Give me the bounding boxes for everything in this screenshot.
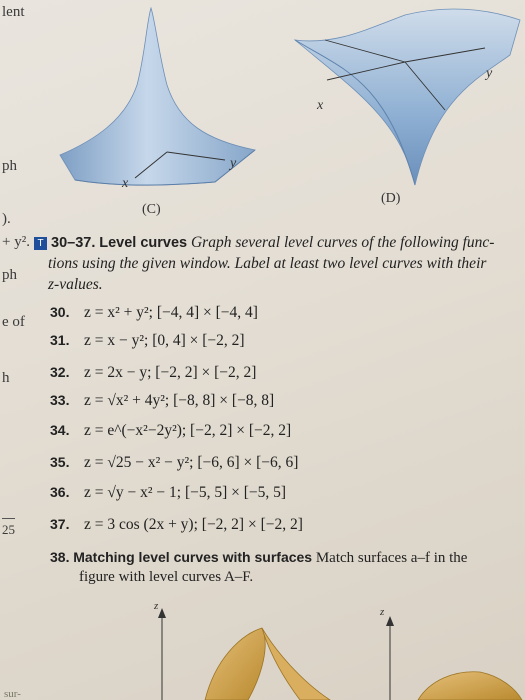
problem-number: 32. <box>50 364 70 380</box>
problem-expression: z = 2x − y; [−2, 2] × [−2, 2] <box>84 364 257 381</box>
problem-30 <box>50 304 258 322</box>
problem-number: 37. <box>50 516 70 532</box>
bottom-axis-z-2: z <box>380 606 385 618</box>
problem-number: 31. <box>50 332 70 348</box>
bottom-axis-z-1: z <box>154 600 159 612</box>
problem-34 <box>50 422 291 440</box>
problem-expression: z = x − y²; [0, 4] × [−2, 2] <box>84 332 245 349</box>
problem-38-line1 <box>50 549 467 567</box>
problem-expression: z = √y − x² − 1; [−5, 5] × [−5, 5] <box>84 484 287 501</box>
problem-expression: z = x² + y²; [−4, 4] × [−4, 4] <box>84 304 258 321</box>
surface-d-axis-x: x <box>317 98 324 113</box>
exercise-range: 30–37. <box>51 235 96 251</box>
problem-31 <box>50 332 245 350</box>
problem-35 <box>50 454 298 472</box>
figure-c-label: (C) <box>142 202 161 217</box>
surface-c-figure <box>55 0 275 200</box>
exercise-heading-line2 <box>48 254 486 274</box>
problem-38-line2 <box>79 569 253 586</box>
margin-text-2: ph <box>2 158 17 174</box>
problem-37 <box>50 516 303 534</box>
exercise-instruction-1: Graph several level curves of the following func- <box>190 234 495 251</box>
problem-expression: z = √x² + 4y²; [−8, 8] × [−8, 8] <box>84 392 275 409</box>
problem-32 <box>50 364 256 382</box>
margin-text-8: 25 <box>2 518 15 538</box>
problem-number: 33. <box>50 392 70 408</box>
problem-number: 36. <box>50 484 70 500</box>
problem-36 <box>50 484 286 502</box>
exercise-instruction-2: tions using the given window. Label at least two level curves with their <box>48 255 487 272</box>
margin-text-5: ph <box>2 267 17 283</box>
margin-text-9: sur- <box>4 688 21 700</box>
surface-d-axis-y: y <box>486 66 493 81</box>
bottom-surfaces-figure <box>0 600 525 700</box>
margin-text-6: e of <box>2 314 25 330</box>
technology-icon: T <box>34 237 47 250</box>
margin-text-1: lent <box>2 4 25 20</box>
problem-38-text-2: figure with level curves A–F. <box>79 569 254 585</box>
problem-38-text-1: Match surfaces a–f in the <box>315 550 468 566</box>
exercise-heading-line1 <box>34 233 494 253</box>
surface-c-axis-y: y <box>230 156 237 171</box>
problem-expression: z = √25 − x² − y²; [−6, 6] × [−6, 6] <box>84 454 299 471</box>
margin-text-4: + y². <box>2 234 30 250</box>
exercise-title: Level curves <box>99 235 188 251</box>
problem-expression: z = e^(−x²−2y²); [−2, 2] × [−2, 2] <box>84 422 292 439</box>
problem-33 <box>50 392 274 410</box>
margin-text-3: ). <box>2 211 11 227</box>
problem-number: 30. <box>50 304 70 320</box>
exercise-heading-line3 <box>48 275 103 295</box>
figure-d-label: (D) <box>381 191 401 206</box>
problem-expression: z = 3 cos (2x + y); [−2, 2] × [−2, 2] <box>84 516 303 533</box>
exercise-instruction-3: z-values. <box>48 276 103 293</box>
problem-number: 34. <box>50 422 70 438</box>
problem-number: 35. <box>50 454 70 470</box>
problem-38-title: Matching level curves with surfaces <box>73 549 313 565</box>
surface-c-axis-x: x <box>122 176 129 191</box>
problem-38-number: 38. <box>50 549 70 565</box>
margin-text-7: h <box>2 370 10 386</box>
